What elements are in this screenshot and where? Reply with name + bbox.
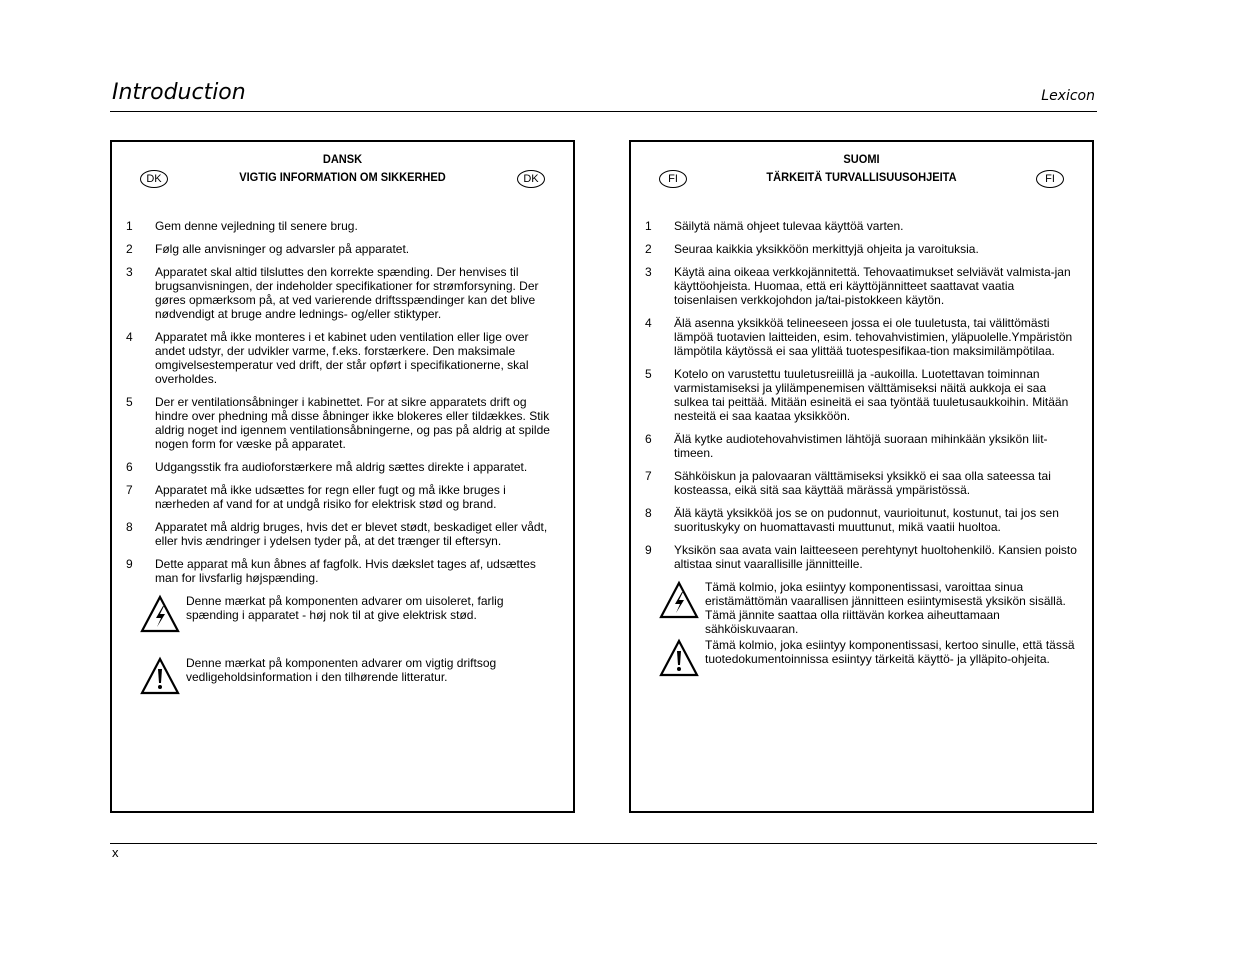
list-item: 6 Udgangsstik fra audioforstærkere må aldrig sættes direkte i apparatet. [126, 460, 528, 474]
list-item: 3 Apparatet skal altid tilsluttes den korrekte spænding. Der henvises til brugsanvisningen, der indeholder specifikationer for strømforsyning. Der gøres opmærksom på, at ved varierende driftsspændinger kan det blive nødvendigt at bruge andre lednings- og/eller stiktyper. [126, 265, 539, 321]
language-badge: FI [659, 170, 687, 188]
list-item: 7 Sähköiskun ja palovaaran välttämiseksi yksikkö ei saa olla sateessa tai kosteassa, eikä sitä saa käyttää märässä ympäristössä. [645, 469, 1051, 497]
exclamation-warning-icon [645, 638, 705, 678]
list-item: 1 Säilytä nämä ohjeet tulevaa käyttöä varten. [645, 219, 904, 233]
instruction-list [645, 219, 1078, 678]
page-number: x [112, 845, 119, 860]
list-item: 9 Dette apparat må kun åbnes af fagfolk. Hvis dækslet tages af, udsættes man for livsfarlig højspænding. [126, 557, 536, 585]
list-item: 9 Yksikön saa avata vain laitteeseen perehtynyt huoltohenkilö. Kansien poisto altistaa sinut vaarallisille jännitteille. [645, 543, 1077, 571]
list-item: 6 Älä kytke audiotehovahvistimen lähtöjä suoraan mihinkään yksikön liit-timeen. [645, 432, 1048, 460]
brand-name: Lexicon [1041, 88, 1095, 104]
safety-heading: TÄRKEITÄ TURVALLISUUSOHJEITA [766, 170, 957, 184]
page-title: Introduction [112, 80, 246, 105]
language-badge: DK [140, 170, 168, 188]
instruction-list [126, 219, 559, 696]
list-item: 8 Älä käytä yksikköä jos se on pudonnut, vaurioitunut, kostunut, tai jos sen suorituskyky on huomattavasti muuttunut, mikä vaatii huoltoa. [645, 506, 1059, 534]
language-badge: DK [517, 170, 545, 188]
language-title: SUOMI [843, 152, 880, 166]
list-item: 3 Käytä aina oikeaa verkkojännitettä. Tehovaatimukset selviävät valmista-jan käyttöohjeista. Huomaa, että eri käyttöjännitteet saattavat vaatia toisenlaisen verkkojohdon ja/tai-pistokkeen käytön. [645, 265, 1071, 307]
list-item: 5 Kotelo on varustettu tuuletusreiillä ja -aukoilla. Luotettavan toiminnan varmistamiseksi ja ylilämpenemisen välttämiseksi näitä aukkoja ei saa sulkea tai peittää. Mitään esineitä ei saa työntää tuuletusaukkoihin. Mitään nesteitä ei saa kaataa yksikköön. [645, 367, 1069, 423]
list-item: 5 Der er ventilationsåbninger i kabinettet. For at sikre apparatets drift og hindre over phedning må disse åbninger ikke blokeres eller tildækkes. Stik aldrig noget ind igennem ventilationsåbningerne, og pas på aldrig at spilde nogen form for væske på apparatet. [126, 395, 550, 451]
list-item: 8 Apparatet må aldrig bruges, hvis det er blevet stødt, beskadiget eller vådt, eller hvis ændringer i ydelsen tyder på, at det trænger til eftersyn. [126, 520, 548, 548]
list-item: 2 Seuraa kaikkia yksikköön merkittyjä ohjeita ja varoituksia. [645, 242, 979, 256]
danish-safety-panel [110, 140, 575, 813]
footer-rule [110, 843, 1097, 844]
safety-heading: VIGTIG INFORMATION OM SIKKERHED [239, 170, 446, 184]
list-item: 2 Følg alle anvisninger og advarsler på apparatet. [126, 242, 410, 256]
panel-heading [130, 150, 554, 186]
voltage-warning: Tämä kolmio, joka esiintyy komponentissasi, varoittaa sinua eristämättömän vaarallisen jännitteen esiintymisestä yksikön sisällä. Tämä jännite saattaa olla riittävän korkea aiheuttamaan sähköiskuvaaran. [645, 580, 1078, 636]
language-title: DANSK [322, 152, 363, 166]
voltage-warning: Denne mærkat på komponenten advarer om uisoleret, farlig spænding i apparatet - høj nok til at give elektrisk stød. [126, 594, 559, 634]
list-item: 7 Apparatet må ikke udsættes for regn eller fugt og må ikke bruges i nærheden af vand for at undgå risiko for elektrisk stød og brand. [126, 483, 506, 511]
info-warning: Denne mærkat på komponenten advarer om vigtig driftsog vedligeholdsinformation i den tilhørende litteratur. [126, 656, 559, 696]
list-item: 4 Älä asenna yksikköä telineeseen jossa ei ole tuuletusta, tai välittömästi lämpöä tuotavien laitteiden, esim. tehovahvistimien, yläpuolelle.Ympäristön lämpötila käytössä ei saa ylittää tuotespesifikaa-tion maksimilämpötilaa. [645, 316, 1073, 358]
lightning-warning-icon [126, 594, 186, 634]
finnish-safety-panel [629, 140, 1094, 813]
exclamation-warning-icon [126, 656, 186, 696]
list-item: 1 Gem denne vejledning til senere brug. [126, 219, 358, 233]
list-item: 4 Apparatet må ikke monteres i et kabinet uden ventilation eller lige over andet udstyr, der udvikler varme, f.eks. forstærkere. Den maksimale omgivelsestemperatur ved drift, der står opført i specifikationerne, skal overholdes. [126, 330, 529, 386]
language-badge: FI [1036, 170, 1064, 188]
lightning-warning-icon [645, 580, 705, 620]
header-rule [110, 111, 1097, 112]
panel-heading [649, 150, 1073, 186]
info-warning: Tämä kolmio, joka esiintyy komponentissasi, kertoo sinulle, että tässä tuotedokumentoinnissa esiintyy tärkeitä käyttö- ja ylläpito-ohjeita. [645, 638, 1078, 678]
